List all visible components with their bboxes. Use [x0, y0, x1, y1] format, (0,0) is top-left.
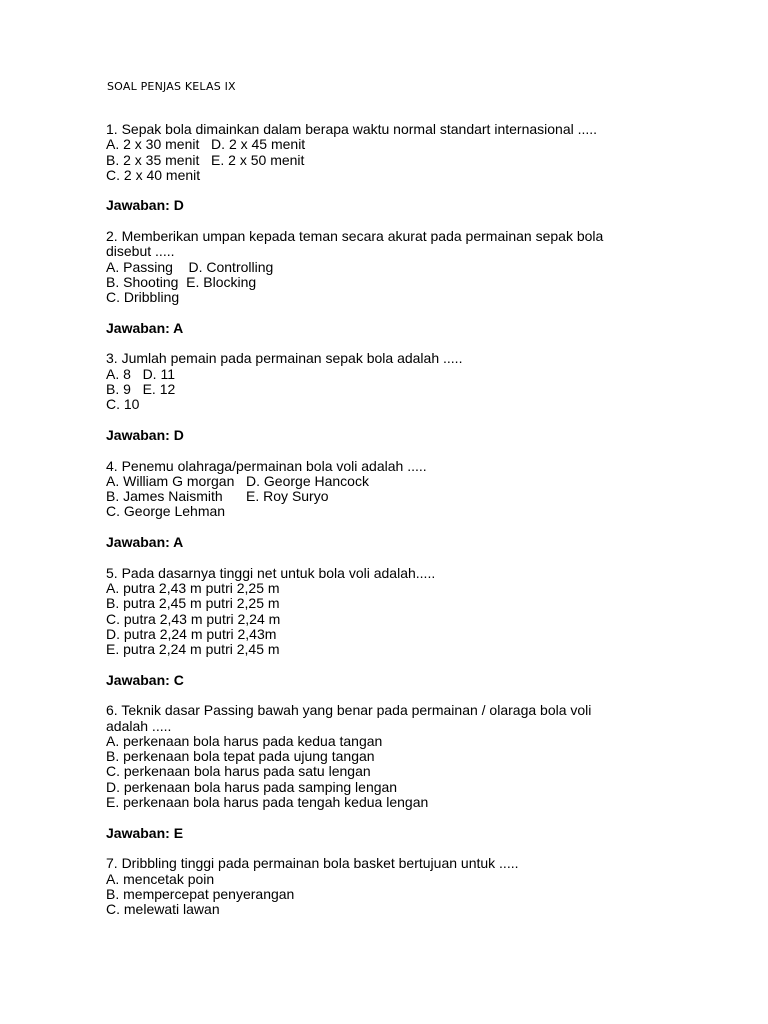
answer-key: Jawaban: E — [106, 824, 184, 841]
option-line: B. 9 E. 12 — [106, 381, 176, 398]
option-line: B. perkenaan bola tepat pada ujung tangan — [106, 748, 375, 765]
question-1 — [106, 122, 706, 214]
option-line: E. perkenaan bola harus pada tengah kedua lengan — [106, 794, 429, 811]
question-text: 3. Jumlah pemain pada permainan sepak bola adalah ..... — [106, 350, 463, 367]
option-line: B. 2 x 35 menit E. 2 x 50 menit — [106, 151, 305, 168]
option-line: A. Passing D. Controlling — [106, 258, 274, 275]
option-line: A. 2 x 30 menit D. 2 x 45 menit — [106, 136, 306, 153]
option-line: D. perkenaan bola harus pada samping lengan — [106, 778, 398, 795]
question-text: adalah ..... — [106, 717, 172, 734]
question-3 — [106, 351, 706, 443]
question-text: 2. Memberikan umpan kepada teman secara akurat pada permainan sepak bola — [106, 228, 604, 245]
option-line: C. Dribbling — [106, 289, 180, 306]
option-line: C. perkenaan bola harus pada satu lengan — [106, 763, 371, 780]
question-text: disebut ..... — [106, 243, 175, 260]
answer-key: Jawaban: D — [106, 426, 184, 443]
answer-key: Jawaban: A — [106, 534, 184, 551]
question-text: 6. Teknik dasar Passing bawah yang benar pada permainan / olaraga bola voli — [106, 702, 592, 719]
question-text: 7. Dribbling tinggi pada permainan bola basket bertujuan untuk ..... — [106, 855, 519, 872]
option-line: C. 10 — [106, 396, 140, 413]
option-line: A. mencetak poin — [106, 870, 215, 887]
question-5 — [106, 566, 706, 688]
question-6 — [106, 703, 706, 841]
option-line: B. James Naismith E. Roy Suryo — [106, 488, 329, 505]
document-title: SOAL PENJAS KELAS IX — [107, 80, 236, 93]
question-list — [106, 122, 706, 917]
question-text: 5. Pada dasarnya tinggi net untuk bola voli adalah..... — [106, 564, 436, 581]
option-line: B. Shooting E. Blocking — [106, 273, 257, 290]
question-4 — [106, 459, 706, 551]
option-line: C. 2 x 40 menit — [106, 166, 201, 183]
option-line: B. mempercepat penyerangan — [106, 885, 295, 902]
option-line: C. putra 2,43 m putri 2,24 m — [106, 610, 281, 627]
question-text: 1. Sepak bola dimainkan dalam berapa waktu normal standart internasional ..... — [106, 121, 598, 137]
question-text: 4. Penemu olahraga/permainan bola voli adalah ..... — [106, 457, 427, 474]
option-line: A. William G morgan D. George Hancock — [106, 472, 369, 489]
option-line: A. 8 D. 11 — [106, 365, 175, 382]
question-7 — [106, 856, 706, 917]
question-2 — [106, 229, 706, 336]
option-line: C. George Lehman — [106, 503, 226, 520]
option-line: C. melewati lawan — [106, 901, 220, 918]
option-line: D. putra 2,24 m putri 2,43m — [106, 625, 277, 642]
answer-key: Jawaban: C — [106, 671, 184, 688]
option-line: A. perkenaan bola harus pada kedua tangan — [106, 732, 383, 749]
option-line: A. putra 2,43 m putri 2,25 m — [106, 579, 280, 596]
option-line: B. putra 2,45 m putri 2,25 m — [106, 595, 280, 612]
answer-key: Jawaban: A — [106, 319, 184, 336]
answer-key: Jawaban: D — [106, 197, 184, 214]
option-line: E. putra 2,24 m putri 2,45 m — [106, 641, 280, 658]
